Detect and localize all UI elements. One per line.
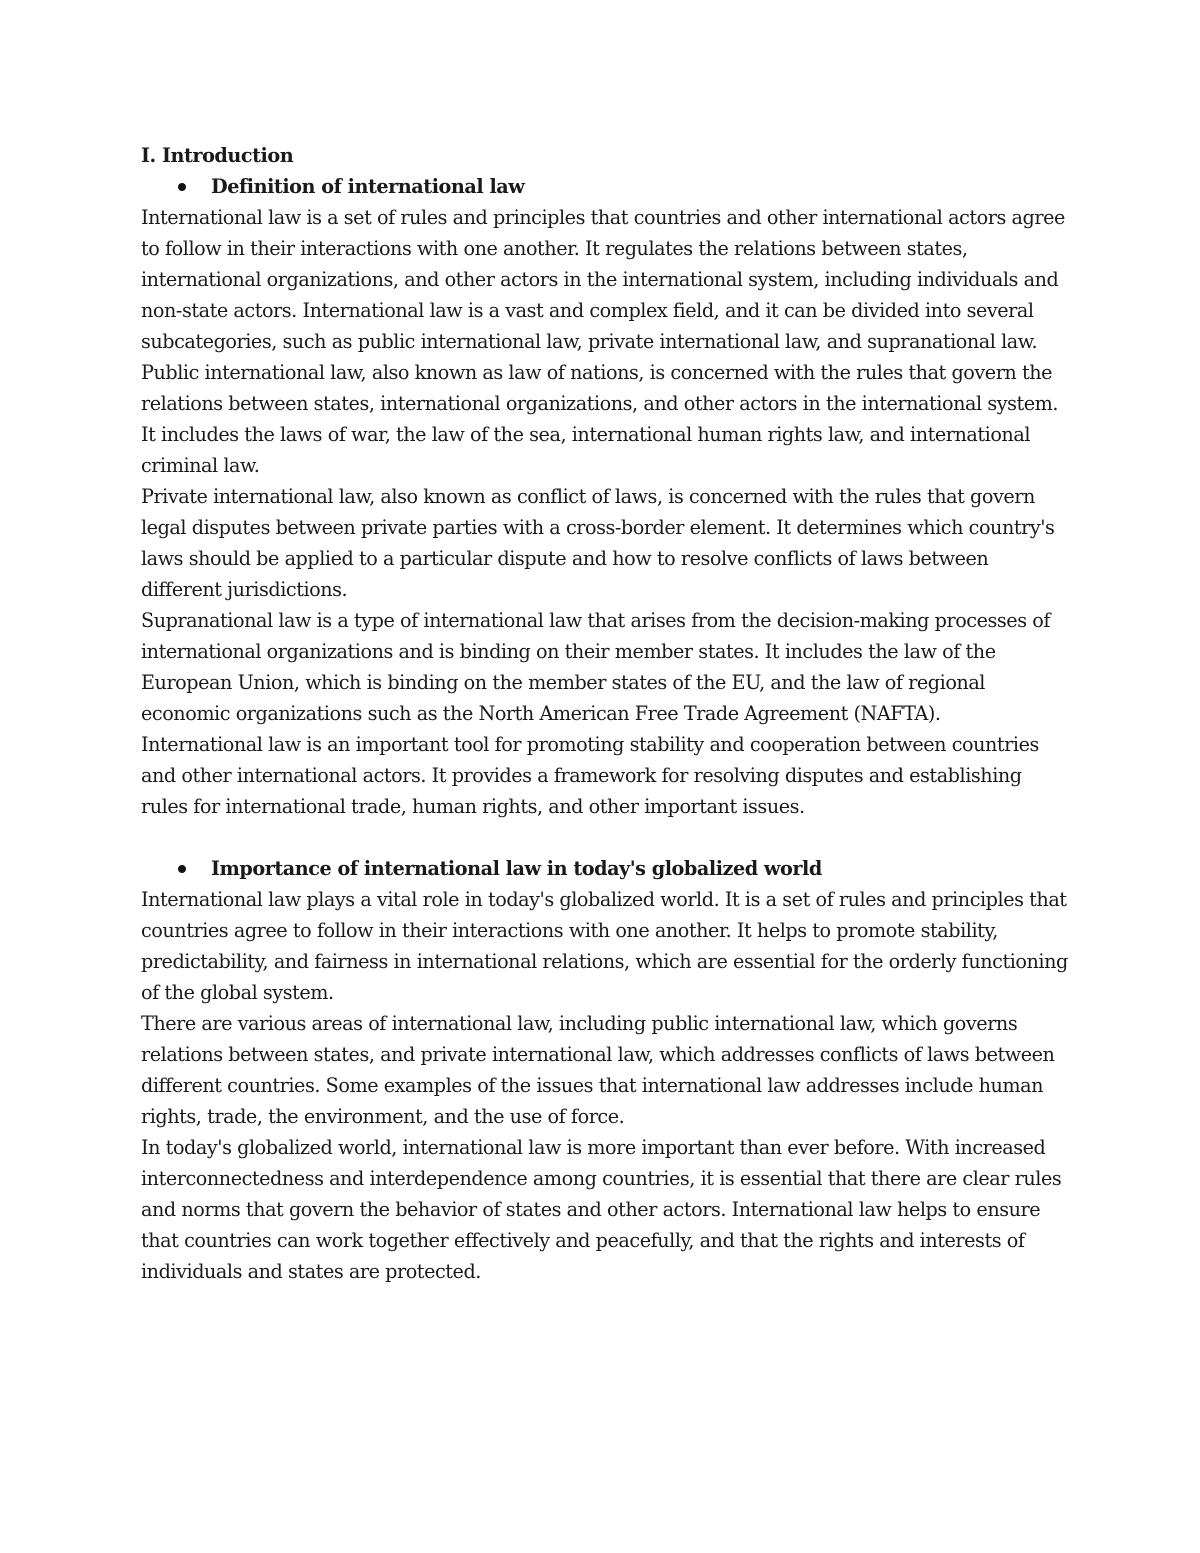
paragraph: There are various areas of international law, including public international law, which governs relations between states, and private international law, which addresses conflicts of laws between different countries. Some examples of the issues that international law addresses include human rights, trade, the environment, and the use of force.	[141, 1012, 1055, 1128]
section-heading: I. Introduction	[141, 144, 294, 167]
paragraph: In today's globalized world, international law is more important than ever before. With increased interconnectedness and interdependence among countries, it is essential that there are clear rules and norms that govern the behavior of states and other actors. International law helps to ensure that countries can work together effectively and peacefully, and that the rights and interests of individuals and states are protected.	[141, 1136, 1062, 1283]
bullet-heading-definition	[141, 171, 1071, 202]
bullet-icon	[178, 865, 186, 873]
paragraph: International law is an important tool for promoting stability and cooperation between countries and other international actors. It provides a framework for resolving disputes and establishing rules for international trade, human rights, and other important issues.	[141, 733, 1039, 818]
blank-line	[141, 822, 1071, 853]
bullet-text: Importance of international law in today's globalized world	[211, 857, 822, 880]
bullet-icon	[178, 183, 186, 191]
bullet-heading-importance	[141, 853, 1071, 884]
paragraph: Public international law, also known as law of nations, is concerned with the rules that govern the relations between states, international organizations, and other actors in the international system. It includes the laws of war, the law of the sea, international human rights law, and international criminal law.	[141, 361, 1059, 477]
paragraph: Private international law, also known as conflict of laws, is concerned with the rules that govern legal disputes between private parties with a cross-border element. It determines which country's laws should be applied to a particular dispute and how to resolve conflicts of laws between different jurisdictions.	[141, 485, 1055, 601]
paragraph: International law is a set of rules and principles that countries and other international actors agree to follow in their interactions with one another. It regulates the relations between states, international organizations, and other actors in the international system, including individuals and non-state actors. International law is a vast and complex field, and it can be divided into several subcategories, such as public international law, private international law, and supranational law.	[141, 206, 1065, 353]
document-page	[141, 140, 1071, 1287]
bullet-text: Definition of international law	[211, 175, 525, 198]
paragraph: International law plays a vital role in today's globalized world. It is a set of rules and principles that countries agree to follow in their interactions with one another. It helps to promote stability, predictability, and fairness in international relations, which are essential for the orderly functioning of the global system.	[141, 888, 1068, 1004]
paragraph: Supranational law is a type of international law that arises from the decision-making processes of international organizations and is binding on their member states. It includes the law of the European Union, which is binding on the member states of the EU, and the law of regional economic organizations such as the North American Free Trade Agreement (NAFTA).	[141, 609, 1050, 725]
